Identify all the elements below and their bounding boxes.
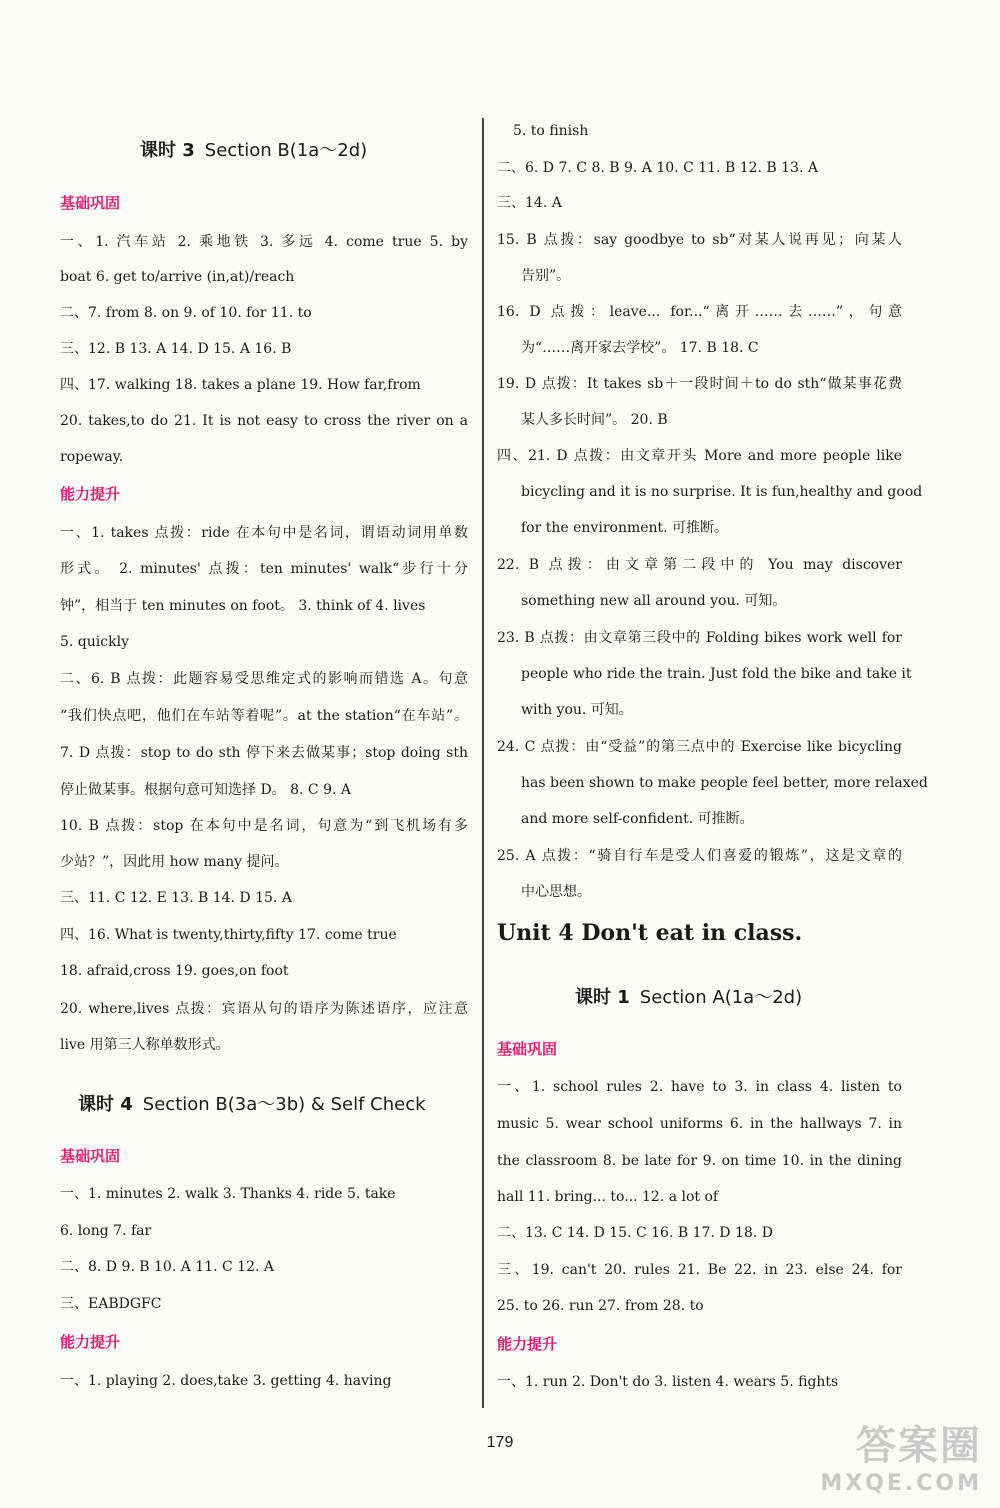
answer-line: 5. to finish <box>513 123 589 139</box>
answer-line: bicycling and it is no surprise. It is fun,healthy and good <box>521 484 923 500</box>
answer-line: has been shown to make people feel better, more relaxed <box>521 775 928 791</box>
answer-line: 一、1. school rules 2. have to 3. in class 4. listen to <box>497 1079 902 1095</box>
answer-line: 18. afraid,cross 19. goes,on foot <box>60 963 289 979</box>
section-heading-basic: 基础巩固 <box>60 1147 121 1165</box>
answer-line: 四、17. walking 18. takes a plane 19. How far,from <box>60 377 421 393</box>
answer-line: 三、12. B 13. A 14. D 15. A 16. B <box>60 341 292 357</box>
answer-line: 25. A 点拨：“骑自行车是受人们喜爱的锻炼”，这是文章的 <box>497 848 902 864</box>
answer-line: 一、1. 汽车站 2. 乘地铁 3. 多远 4. come true 5. by <box>60 234 468 250</box>
answer-line: 24. C 点拨：由“受益”的第三点中的 Exercise like bicycling <box>497 739 902 755</box>
page-number: 179 <box>486 1434 514 1451</box>
lesson-3-heading <box>140 136 367 162</box>
unit-heading: Unit 4 Don't eat in class. <box>497 920 803 946</box>
answer-line: 5. quickly <box>60 634 129 650</box>
answer-line: 某人多长时间”。 20. B <box>521 412 668 428</box>
answer-line: 一、1. run 2. Don't do 3. listen 4. wears 5. fights <box>497 1374 839 1390</box>
watermark-top: 答案圈 <box>856 1423 982 1469</box>
answer-line: 四、21. D 点拨：由文章开头 More and more people like <box>497 448 902 464</box>
lesson-title: 课时 4 <box>78 1094 133 1115</box>
answer-line: music 5. wear school uniforms 6. in the hallways 7. in <box>497 1116 902 1132</box>
answer-line: 20. where,lives 点拨：宾语从句的语序为陈述语序，应注意 <box>60 1001 468 1017</box>
answer-line: 二、8. D 9. B 10. A 11. C 12. A <box>60 1259 275 1275</box>
answer-line: for the environment. 可推断。 <box>521 520 729 536</box>
lesson-title: 课时 1 <box>575 987 630 1008</box>
answer-line: 15. B 点拨：say goodbye to sb“对某人说再见；向某人 <box>497 232 902 248</box>
answer-line: 7. D 点拨：stop to do sth 停下来去做某事；stop doing sth <box>60 745 468 761</box>
section-heading-advanced: 能力提升 <box>60 485 121 503</box>
answer-line: and more self-confident. 可推断。 <box>521 811 754 827</box>
answer-line: 二、6. B 点拨：此题容易受思维定式的影响而错选 A。句意 <box>60 671 468 687</box>
answer-line: 中心思想。 <box>521 884 591 900</box>
answer-line: hall 11. bring... to... 12. a lot of <box>497 1189 719 1205</box>
answer-line: 二、7. from 8. on 9. of 10. for 11. to <box>60 305 312 321</box>
answer-line: ropeway. <box>60 449 124 465</box>
answer-line: 二、13. C 14. D 15. C 16. B 17. D 18. D <box>497 1225 773 1241</box>
lesson-section: Section A(1a～2d) <box>639 987 803 1008</box>
lesson-4-heading <box>78 1090 426 1116</box>
answer-line: 23. B 点拨：由文章第三段中的 Folding bikes work well for <box>497 630 902 646</box>
section-heading-advanced: 能力提升 <box>60 1333 121 1351</box>
answer-line: 16. D 点拨：leave... for...“离开……去……”，句意 <box>497 304 902 320</box>
answer-line: 三、14. A <box>497 195 562 211</box>
lesson-section: Section B(1a～2d) <box>204 140 368 161</box>
answer-line: 22. B 点拨：由文章第二段中的 You may discover <box>497 557 902 573</box>
answer-line: 形式。 2. minutes' 点拨：ten minutes' walk“步行十分 <box>60 561 468 577</box>
answer-line: boat 6. get to/arrive (in,at)/reach <box>60 269 295 285</box>
answer-line: with you. 可知。 <box>521 702 633 718</box>
lesson-1-heading <box>575 983 802 1009</box>
answer-line: 告别”。 <box>521 268 571 284</box>
answer-line: 一、1. playing 2. does,take 3. getting 4. having <box>60 1373 392 1389</box>
lesson-title: 课时 3 <box>140 140 195 161</box>
watermark-bottom: MXQE.COM <box>820 1471 982 1496</box>
section-heading-advanced: 能力提升 <box>497 1335 558 1353</box>
answer-line: 三、19. can't 20. rules 21. Be 22. in 23. else 24. for <box>497 1262 902 1278</box>
answer-line: 19. D 点拨：It takes sb＋一段时间＋to do sth“做某事花费 <box>497 376 902 392</box>
section-heading-basic: 基础巩固 <box>497 1040 558 1058</box>
answer-line: something new all around you. 可知。 <box>521 593 787 609</box>
answer-line: 钟”，相当于 ten minutes on foot。 3. think of 4. lives <box>60 598 426 614</box>
answer-line: 20. takes,to do 21. It is not easy to cross the river on a <box>60 413 468 429</box>
answer-line: 25. to 26. run 27. from 28. to <box>497 1298 704 1314</box>
answer-line: live 用第三人称单数形式。 <box>60 1037 230 1053</box>
answer-line: 停止做某事。根据句意可知选择 D。 8. C 9. A <box>60 782 352 798</box>
answer-line: 10. B 点拨：stop 在本句中是名词，句意为“到飞机场有多 <box>60 818 468 834</box>
answer-line: people who ride the train. Just fold the bike and take it <box>521 666 912 682</box>
answer-line: 为“……离开家去学校”。 17. B 18. C <box>521 340 759 356</box>
answer-line: 四、16. What is twenty,thirty,fifty 17. come true <box>60 927 397 943</box>
answer-line: 6. long 7. far <box>60 1223 152 1239</box>
answer-line: 一、1. minutes 2. walk 3. Thanks 4. ride 5. take <box>60 1186 396 1202</box>
answer-line: 二、6. D 7. C 8. B 9. A 10. C 11. B 12. B 13. A <box>497 160 818 176</box>
answer-line: “我们快点吧，他们在车站等着呢”。at the station“在车站”。 <box>60 708 468 724</box>
answer-line: 三、11. C 12. E 13. B 14. D 15. A <box>60 890 292 906</box>
watermark-logo <box>820 1414 982 1496</box>
answer-line: 三、EABDGFC <box>60 1296 162 1312</box>
section-heading-basic: 基础巩固 <box>60 194 121 212</box>
answer-line: the classroom 8. be late for 9. on time 10. in the dining <box>497 1153 902 1169</box>
answer-line: 少站？”，因此用 how many 提问。 <box>60 854 289 870</box>
column-divider <box>482 118 484 1408</box>
answer-line: 一、1. takes 点拨：ride 在本句中是名词，谓语动词用单数 <box>60 525 468 541</box>
lesson-section: Section B(3a～3b) & Self Check <box>142 1094 426 1115</box>
